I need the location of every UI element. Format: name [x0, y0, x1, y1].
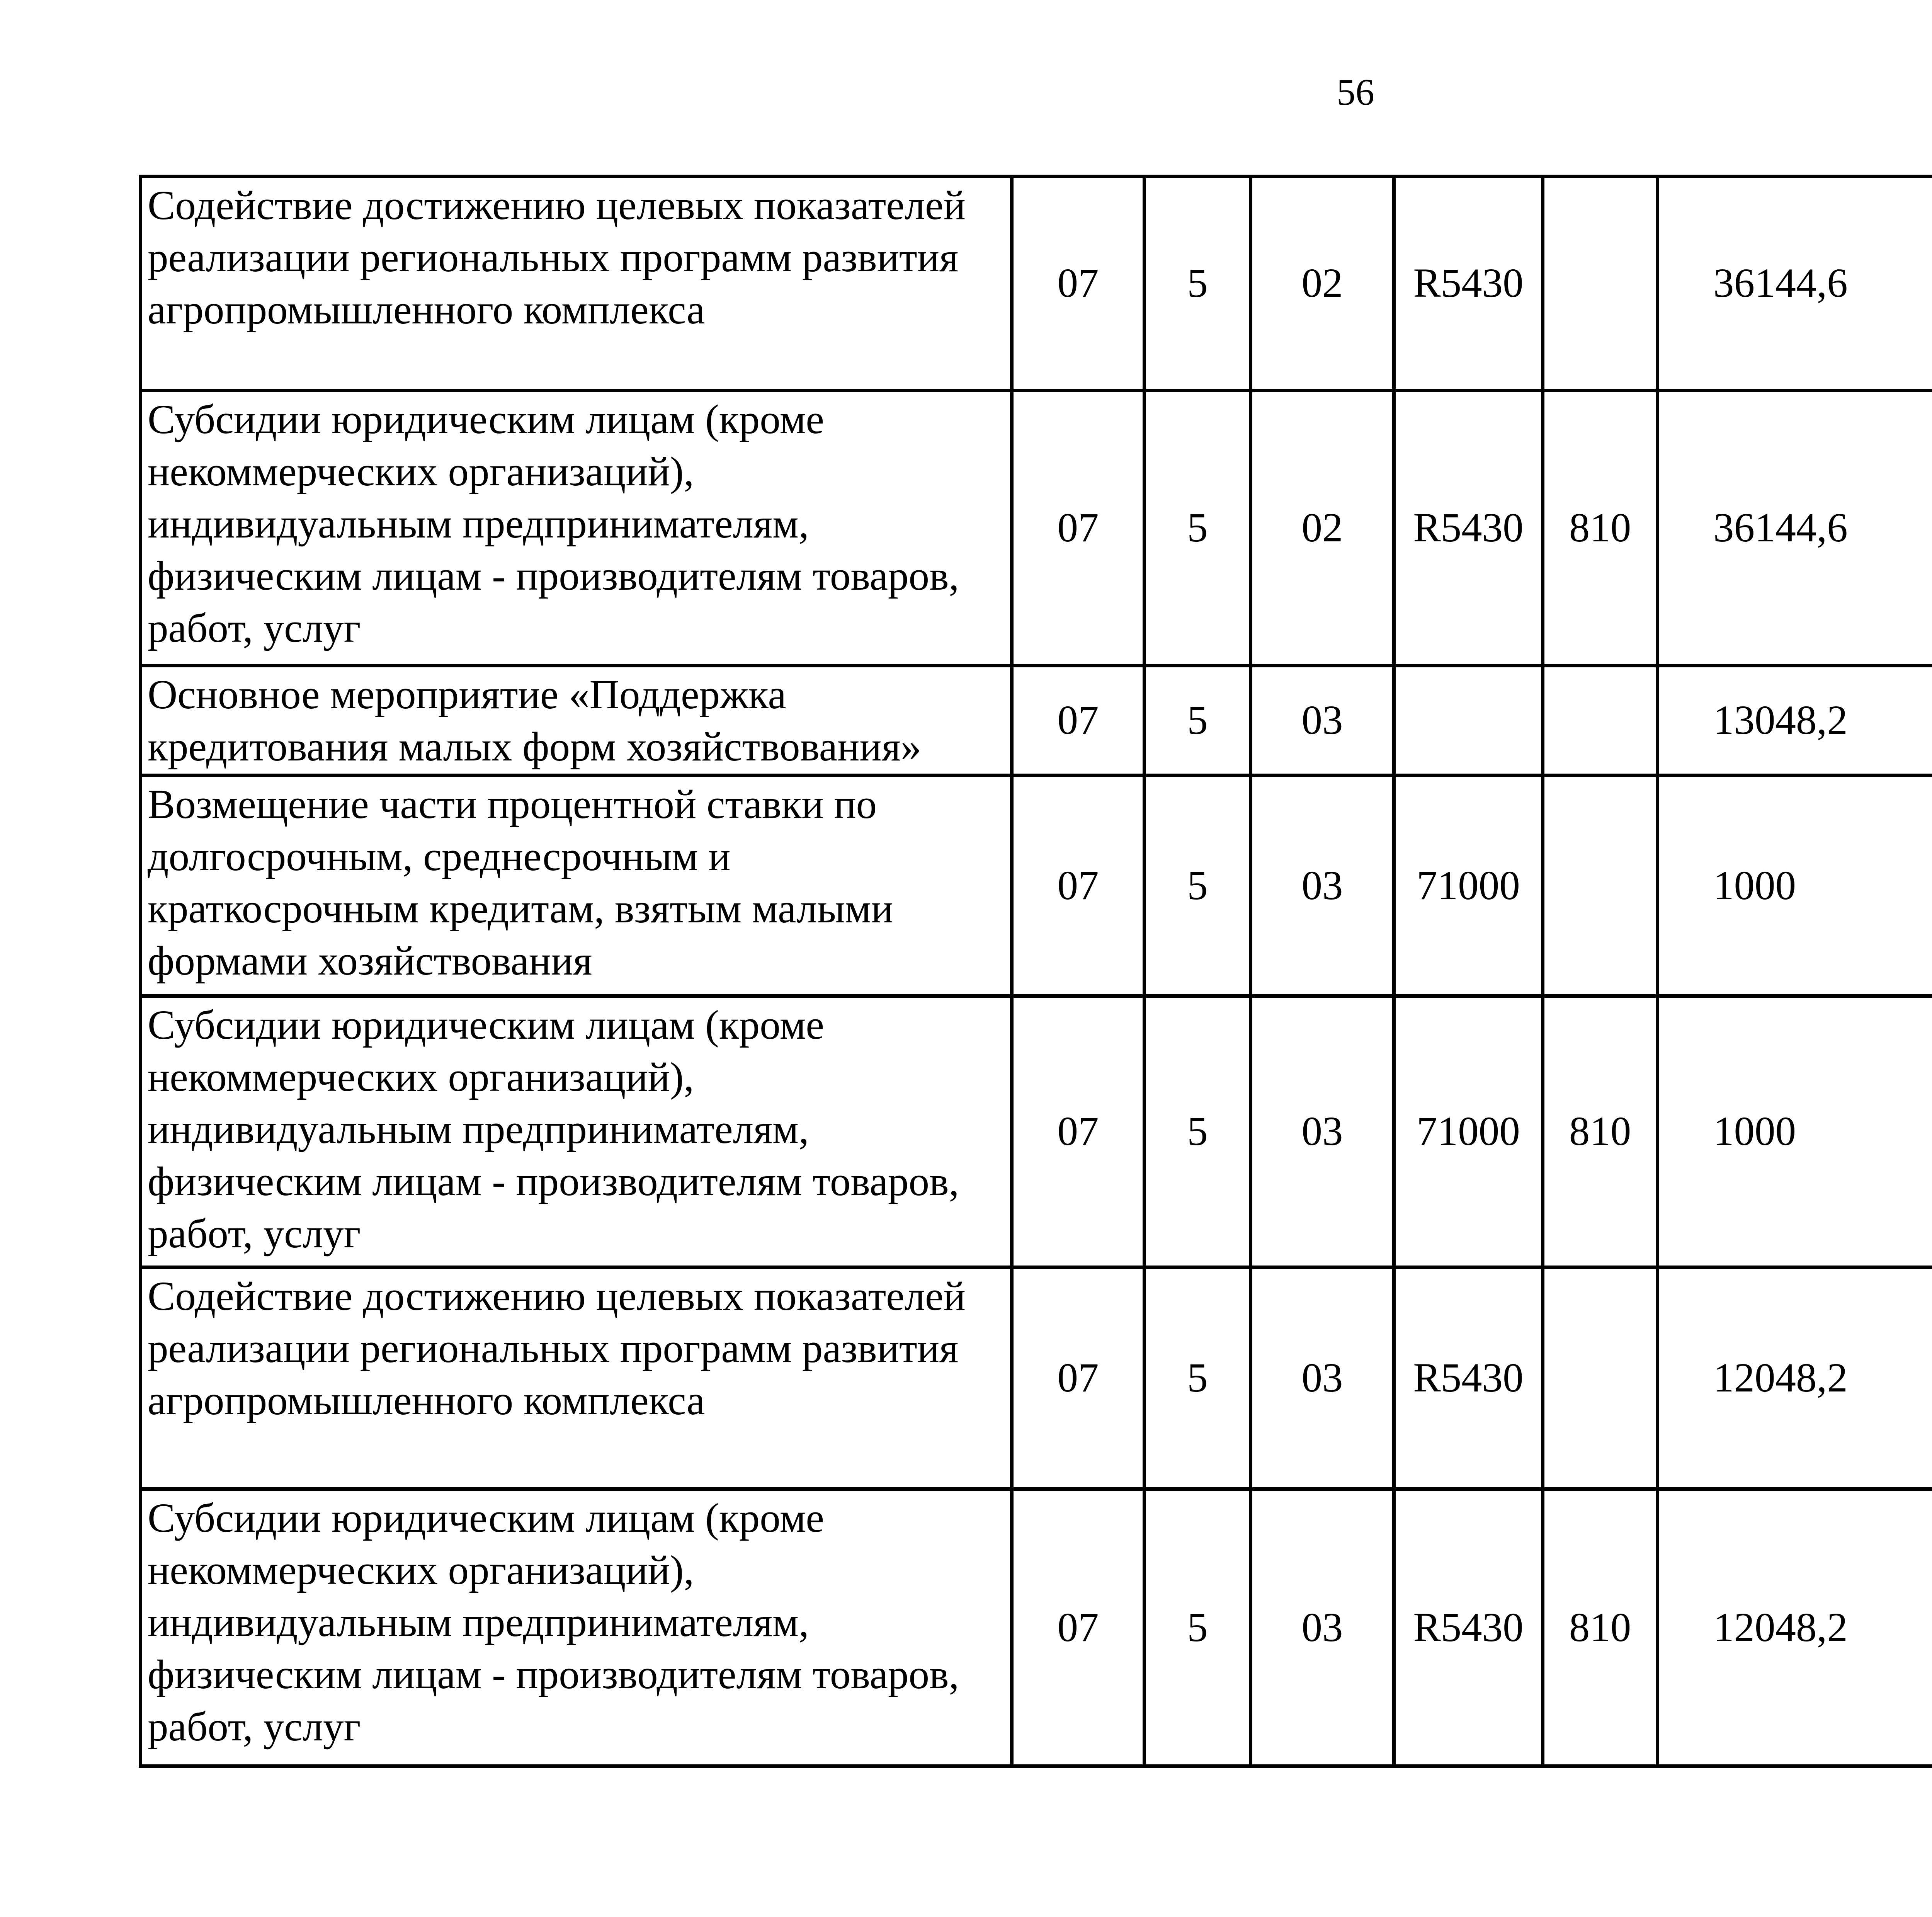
- amount-year-1: 36144,6: [1658, 177, 1932, 391]
- amount-year-1: 1000: [1658, 996, 1932, 1267]
- section-code: 5: [1145, 666, 1251, 776]
- ved-code: 07: [1012, 177, 1145, 391]
- ved-code: 07: [1012, 996, 1145, 1267]
- row-description: Субсидии юридическим лицам (кроме некоммерческих организаций), индивидуальным предпринимателям, физическим лицам - производителям товаров, работ, услуг: [141, 996, 1012, 1267]
- row-description: Субсидии юридическим лицам (кроме некоммерческих организаций), индивидуальным предпринимателям, физическим лицам - производителям товаров, работ, услуг: [141, 391, 1012, 666]
- subsection-code: 03: [1251, 996, 1394, 1267]
- target-article-code: 71000: [1394, 996, 1543, 1267]
- target-article-code: R5430: [1394, 1267, 1543, 1489]
- subsection-code: 03: [1251, 776, 1394, 996]
- table-row: [141, 391, 1932, 666]
- section-code: 5: [1145, 996, 1251, 1267]
- section-code: 5: [1145, 391, 1251, 666]
- table-row: [141, 1267, 1932, 1489]
- row-description: Субсидии юридическим лицам (кроме некоммерческих организаций), индивидуальным предпринимателям, физическим лицам - производителям товаров, работ, услуг: [141, 1489, 1012, 1766]
- table-row: [141, 1489, 1932, 1766]
- table-row: [141, 996, 1932, 1267]
- expense-type-code: [1543, 1267, 1658, 1489]
- amount-year-1: 1000: [1658, 776, 1932, 996]
- target-article-code: [1394, 666, 1543, 776]
- expense-type-code: 810: [1543, 996, 1658, 1267]
- ved-code: 07: [1012, 391, 1145, 666]
- budget-table: [139, 175, 1932, 1768]
- subsection-code: 03: [1251, 1267, 1394, 1489]
- subsection-code: 03: [1251, 666, 1394, 776]
- expense-type-code: [1543, 776, 1658, 996]
- amount-year-1: 13048,2: [1658, 666, 1932, 776]
- target-article-code: R5430: [1394, 1489, 1543, 1766]
- ved-code: 07: [1012, 1267, 1145, 1489]
- row-description: Основное мероприятие «Поддержка кредитования малых форм хозяйствования»: [141, 666, 1012, 776]
- expense-type-code: 810: [1543, 1489, 1658, 1766]
- section-code: 5: [1145, 1267, 1251, 1489]
- subsection-code: 02: [1251, 177, 1394, 391]
- target-article-code: R5430: [1394, 177, 1543, 391]
- ved-code: 07: [1012, 776, 1145, 996]
- row-description: Содействие достижению целевых показателей реализации региональных программ развития агропромышленного комплекса: [141, 1267, 1012, 1489]
- subsection-code: 02: [1251, 391, 1394, 666]
- expense-type-code: 810: [1543, 391, 1658, 666]
- table-row: [141, 666, 1932, 776]
- table-row: [141, 776, 1932, 996]
- amount-year-1: 12048,2: [1658, 1267, 1932, 1489]
- target-article-code: 71000: [1394, 776, 1543, 996]
- ved-code: 07: [1012, 666, 1145, 776]
- row-description: Возмещение части процентной ставки по долгосрочным, среднесрочным и краткосрочным кредитам, взятым малыми формами хозяйствования: [141, 776, 1012, 996]
- target-article-code: R5430: [1394, 391, 1543, 666]
- row-description: Содействие достижению целевых показателей реализации региональных программ развития агропромышленного комплекса: [141, 177, 1012, 391]
- ved-code: 07: [1012, 1489, 1145, 1766]
- section-code: 5: [1145, 776, 1251, 996]
- expense-type-code: [1543, 177, 1658, 391]
- section-code: 5: [1145, 1489, 1251, 1766]
- section-code: 5: [1145, 177, 1251, 391]
- expense-type-code: [1543, 666, 1658, 776]
- subsection-code: 03: [1251, 1489, 1394, 1766]
- amount-year-1: 12048,2: [1658, 1489, 1932, 1766]
- page-number: 56: [1337, 71, 1374, 113]
- table-row: [141, 177, 1932, 391]
- amount-year-1: 36144,6: [1658, 391, 1932, 666]
